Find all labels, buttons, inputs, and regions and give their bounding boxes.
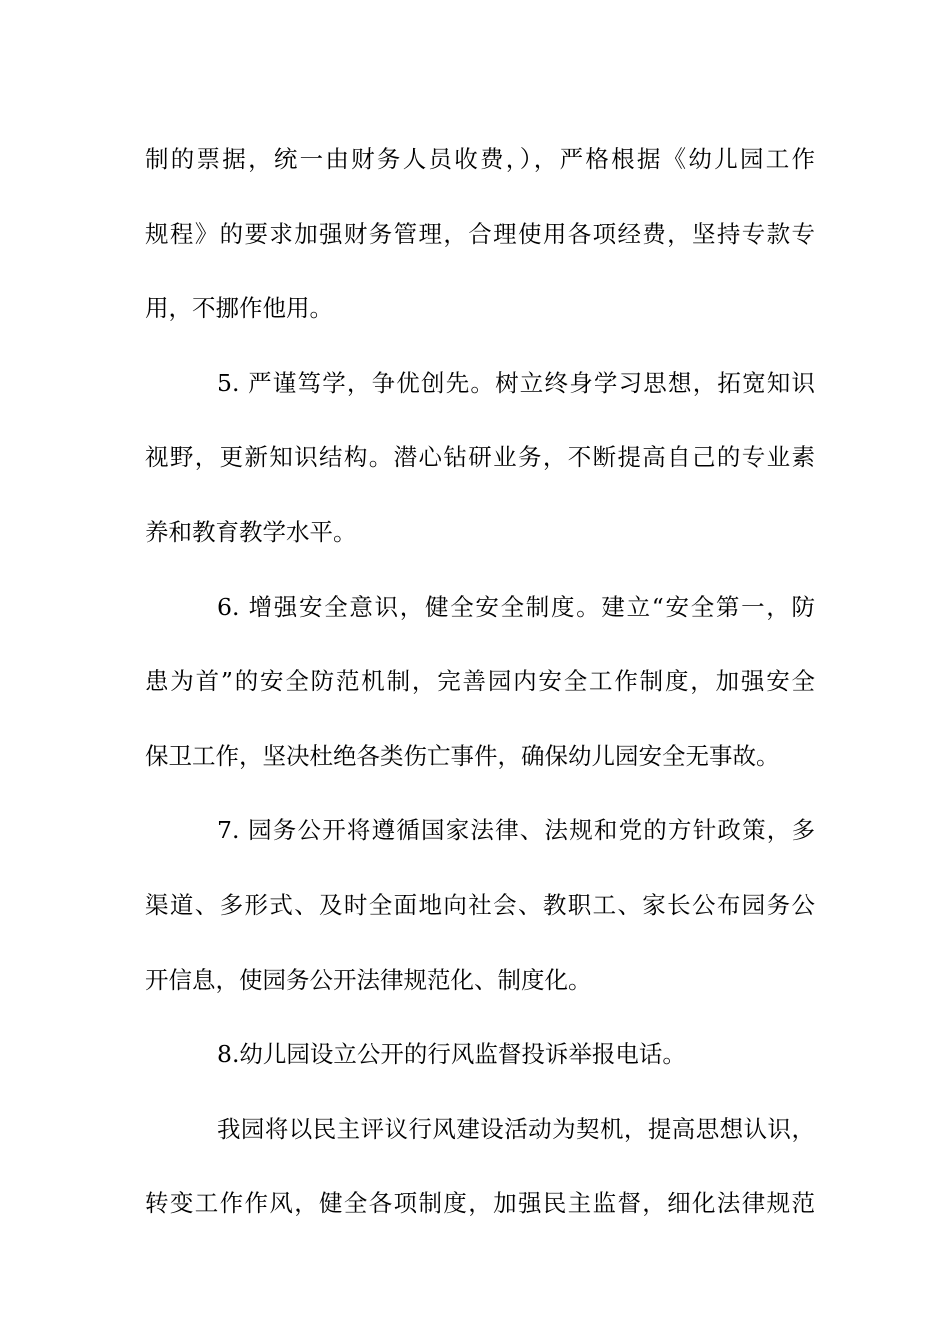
text-line: 保卫工作，坚决杜绝各类伤亡事件，确保幼儿园安全无事故。 — [145, 741, 780, 770]
text-line: 7. 园务公开将遵循国家法律、法规和党的方针政策，多 — [217, 816, 815, 845]
text-line: 转变工作作风，健全各项制度，加强民主监督，细化法律规范 — [145, 1189, 815, 1218]
text-line: 养和教育教学水平。 — [145, 517, 357, 546]
text-line: 患为首”的安全防范机制，完善园内安全工作制度，加强安全 — [145, 667, 815, 696]
text-line: 我园将以民主评议行风建设活动为契机，提高思想认识， — [217, 1114, 815, 1143]
text-line: 用，不挪作他用。 — [145, 294, 333, 323]
text-line: 制的票据，统一由财务人员收费，），严格根据《幼儿园工作 — [145, 145, 815, 173]
text-line: 8.幼儿园设立公开的行风监督投诉举报电话。 — [217, 1040, 686, 1069]
text-line: 5. 严谨笃学，争优创先。树立终身学习思想，拓宽知识 — [217, 368, 815, 397]
text-line: 视野，更新知识结构。潜心钻研业务，不断提高自己的专业素 — [145, 443, 815, 472]
text-line: 开信息，使园务公开法律规范化、制度化。 — [145, 965, 592, 994]
body-text — [145, 122, 815, 1241]
text-line: 6. 增强安全意识，健全安全制度。建立“安全第一，防 — [217, 592, 815, 621]
text-line: 规程》的要求加强财务管理，合理使用各项经费，坚持专款专 — [145, 219, 815, 248]
text-line: 渠道、多形式、及时全面地向社会、教职工、家长公布园务公 — [145, 890, 815, 919]
